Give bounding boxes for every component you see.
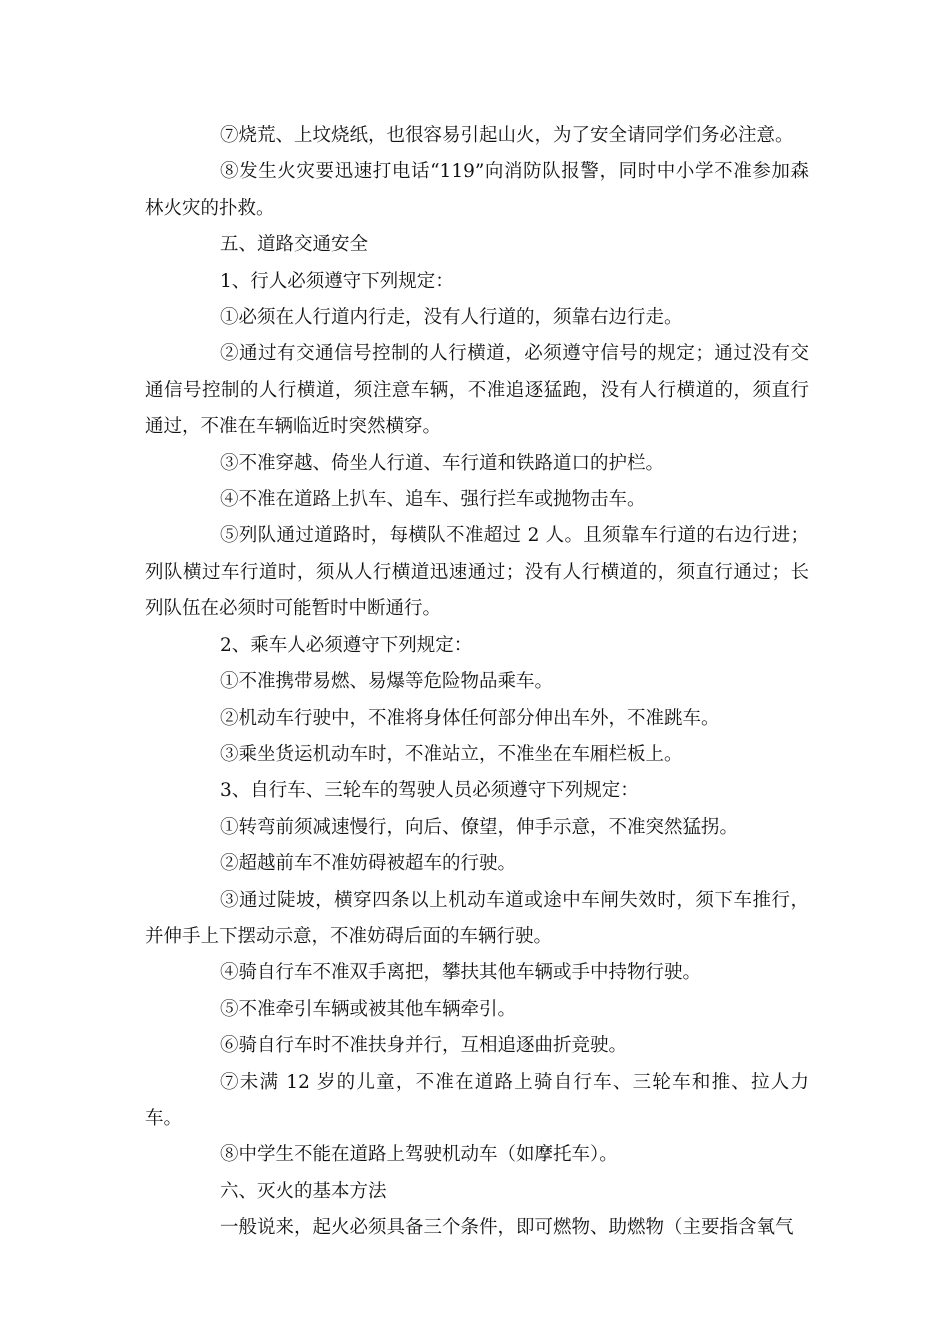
paragraph: ①不准携带易燃、易爆等危险物品乘车。 <box>220 671 554 693</box>
paragraph: ④不准在道路上扒车、追车、强行拦车或抛物击车。 <box>220 489 646 511</box>
paragraph: ③通过陡坡，横穿四条以上机动车道或途中车闸失效时，须下车推行，并伸手上下摆动示意，不准妨碍后面的车辆行驶。 <box>145 889 809 947</box>
paragraph: ②通过有交通信号控制的人行横道，必须遵守信号的规定；通过没有交通信号控制的人行横道，须注意车辆，不准追逐猛跑，没有人行横道的，须直行通过，不准在车辆临近时突然横穿。 <box>145 343 809 438</box>
paragraph: ⑤列队通过道路时，每横队不准超过 2 人。且须靠车行道的右边行进；列队横过车行道时，须从人行横道迅速通过；没有人行横道的，须直行通过；长列队伍在必须时可能暂时中断通行。 <box>145 525 809 620</box>
paragraph: ①必须在人行道内行走，没有人行道的，须靠右边行走。 <box>220 307 683 329</box>
paragraph: ⑤不准牵引车辆或被其他车辆牵引。 <box>220 998 517 1020</box>
paragraph: ②超越前车不准妨碍被超车的行驶。 <box>220 853 517 875</box>
paragraph: ①转弯前须减速慢行，向后、僚望，伸手示意，不准突然猛拐。 <box>220 816 739 838</box>
paragraph: ②机动车行驶中，不准将身体任何部分伸出车外，不准跳车。 <box>220 707 720 729</box>
paragraph: 一般说来，起火必须具备三个条件，即可燃物、助燃物（主要指含氧气 <box>220 1217 794 1239</box>
paragraph: ③不准穿越、倚坐人行道、车行道和铁路道口的护栏。 <box>220 452 665 474</box>
paragraph: ⑦烧荒、上坟烧纸，也很容易引起山火，为了安全请同学们务必注意。 <box>220 125 794 146</box>
subsection-heading: 1、行人必须遵守下列规定： <box>220 270 454 292</box>
subsection-heading: 3、自行车、三轮车的驾驶人员必须遵守下列规定： <box>220 780 639 802</box>
paragraph: ⑥骑自行车时不准扶身并行，互相追逐曲折竞驶。 <box>220 1035 628 1057</box>
document-body <box>145 118 809 1247</box>
paragraph: ④骑自行车不准双手离把，攀扶其他车辆或手中持物行驶。 <box>220 962 702 984</box>
paragraph: ③乘坐货运机动车时，不准站立，不准坐在车厢栏板上。 <box>220 743 683 765</box>
paragraph: ⑧发生火灾要迅速打电话“119”向消防队报警，同时中小学不准参加森林火灾的扑救。 <box>145 161 809 219</box>
paragraph: ⑦未满 12 岁的儿童，不准在道路上骑自行车、三轮车和推、拉人力车。 <box>145 1071 809 1129</box>
section-heading: 六、灭火的基本方法 <box>220 1180 387 1202</box>
paragraph: ⑧中学生不能在道路上驾驶机动车（如摩托车）。 <box>220 1144 618 1166</box>
subsection-heading: 2、乘车人必须遵守下列规定： <box>220 634 473 656</box>
section-heading: 五、道路交通安全 <box>220 234 369 256</box>
